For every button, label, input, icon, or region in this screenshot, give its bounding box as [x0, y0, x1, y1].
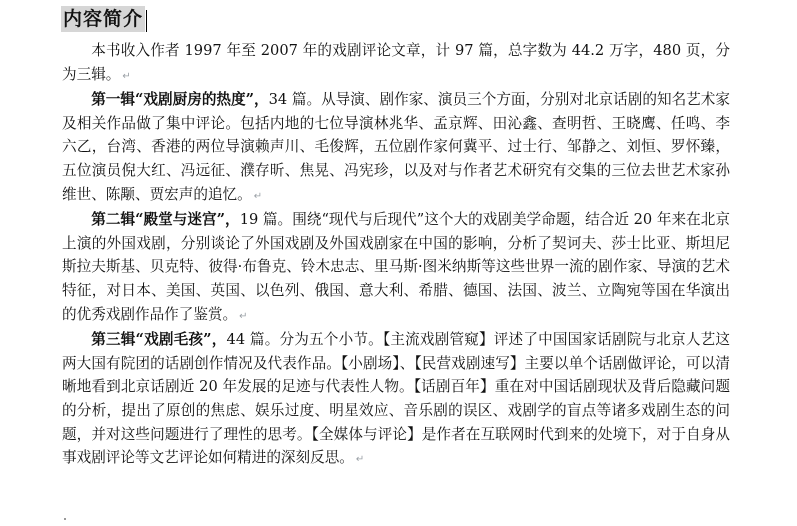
- paragraph-1[interactable]: [62, 39, 730, 88]
- paragraph-text: 分为五个小节。【主流戏剧管窥】评述了中国国家话剧院与北京人艺这两大国有院团的话剧创作情况及代表作品。【小剧场】、【民营戏剧速写】主要以单个话剧做评论，可以清晰地看到北京话剧近 20 年发展的足迹与代表性人物。【话剧百年】重在对中国话剧现状及背后隐藏问题的分析，提出了原创的焦虑、娱乐过度、明星效应、音乐剧的误区、戏剧学的盲点等诸多戏剧生态的问题，并对这些问题进行了理性的思考。【全媒体与评论】是作者在互联网时代到来的处境下，对于自身从事戏剧评论等文艺评论如何精进的深刻反思。: [62, 331, 730, 467]
- paragraph-mark-icon: ↵: [122, 70, 131, 82]
- section-count: 34 篇。: [268, 91, 322, 109]
- paragraph-mark-icon: ↵: [355, 454, 365, 466]
- section-heading[interactable]: 内容简介: [63, 8, 144, 30]
- paragraph-3[interactable]: [62, 208, 730, 328]
- section-title: 第三辑“戏剧毛孩”，: [91, 331, 227, 349]
- section-title: 第二辑“殿堂与迷宫”，: [91, 211, 240, 229]
- paragraph-mark-icon: ↵: [253, 190, 263, 202]
- paragraph-text: 围绕“现代与后现代”这个大的戏剧美学命题，结合近 20 年来在北京上演的外国戏剧，分别谈论了外国戏剧及外国戏剧家在中国的影响，分析了契诃夫、莎士比亚、斯坦尼斯拉夫斯基、贝克特、彼得·布鲁克、铃木忠志、里马斯·图米纳斯等这些世界一流的剧作家、导演的艺术特征，对日本、美国、英国、以色列、俄国、意大利、希腊、德国、法国、波兰、立陶宛等国在华演出的优秀戏剧作品作了鉴赏。: [62, 211, 730, 323]
- document-body[interactable]: [62, 39, 730, 472]
- end-of-document-marker: [64, 518, 66, 520]
- paragraph-text: 从导演、剧作家、演员三个方面，分别对北京话剧的知名艺术家及相关作品做了集中评论。包括内地的七位导演林兆华、孟京辉、田沁鑫、查明哲、王晓鹰、任鸣、李六乙，台湾、香港的两位导演赖声川、毛俊辉，五位剧作家何冀平、过士行、邹静之、刘恒、罗怀臻，五位演员倪大红、冯远征、濮存昕、焦晃、冯宪珍，以及对与作者艺术研究有交集的三位去世艺术家孙维世、陈颙、贾宏声的追忆。: [62, 91, 730, 203]
- section-count: 19 篇。: [239, 211, 293, 229]
- heading-line: [61, 6, 147, 32]
- section-count: 44 篇。: [226, 331, 280, 349]
- text-cursor: [146, 10, 147, 32]
- paragraph-text: 本书收入作者 1997 年至 2007 年的戏剧评论文章，计 97 篇，总字数为 44.2 万字，480 页，分为三辑。: [62, 42, 730, 83]
- paragraph-mark-icon: ↵: [239, 310, 248, 322]
- paragraph-4[interactable]: [62, 328, 730, 472]
- section-title: 第一辑“戏剧厨房的热度”，: [91, 91, 269, 109]
- paragraph-2[interactable]: [62, 88, 730, 208]
